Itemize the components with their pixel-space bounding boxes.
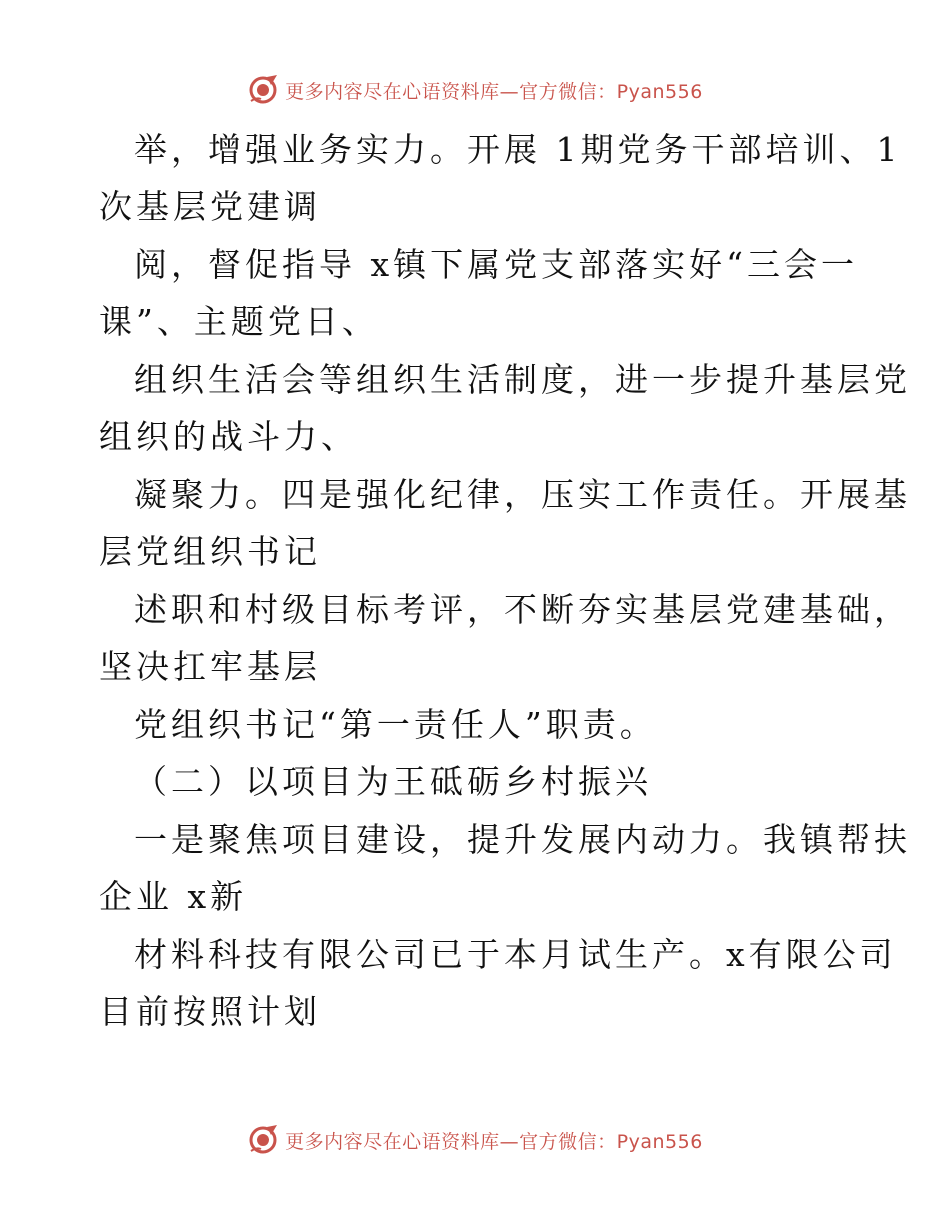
pen-logo-icon: [247, 73, 281, 107]
watermark-contact: 官方微信：Pyan556: [519, 80, 703, 103]
watermark-text: [285, 1127, 703, 1154]
text-line: 述职和村级目标考评，不断夯实基层党建基础，: [134, 590, 911, 629]
watermark-text: [285, 77, 703, 104]
text-line: 坚决扛牢基层: [99, 647, 321, 686]
text-line: 层党组织书记: [99, 532, 321, 571]
watermark-contact: 官方微信：Pyan556: [519, 1130, 703, 1153]
watermark-separator: —: [499, 80, 520, 103]
text-line: 阅，督促指导 x镇下属党支部落实好“三会一: [134, 245, 858, 284]
watermark-main: 更多内容尽在心语资料库: [285, 80, 500, 103]
footer-watermark: [0, 1120, 950, 1160]
section-heading: （二）以项目为王砥砺乡村振兴: [134, 762, 652, 801]
text-line: 凝聚力。四是强化纪律，压实工作责任。开展基: [134, 475, 911, 514]
text-line: 次基层党建调: [99, 187, 321, 226]
text-line: 举，增强业务实力。开展 1期党务干部培训、1: [134, 130, 902, 169]
pen-logo-icon: [247, 1123, 281, 1157]
text-line: 组织生活会等组织生活制度，进一步提升基层党: [134, 360, 911, 399]
watermark-separator: —: [499, 1130, 520, 1153]
text-line: 组织的战斗力、: [99, 417, 358, 456]
text-line: 一是聚焦项目建设，提升发展内动力。我镇帮扶: [134, 820, 911, 859]
header-watermark: [0, 70, 950, 110]
text-line: 课”、主题党日、: [99, 302, 379, 341]
text-line: 目前按照计划: [99, 992, 321, 1031]
text-line: 材料科技有限公司已于本月试生产。x有限公司: [134, 935, 897, 974]
text-line: 企业 x新: [99, 877, 248, 916]
watermark-main: 更多内容尽在心语资料库: [285, 1130, 500, 1153]
text-line: 党组织书记“第一责任人”职责。: [134, 705, 657, 744]
